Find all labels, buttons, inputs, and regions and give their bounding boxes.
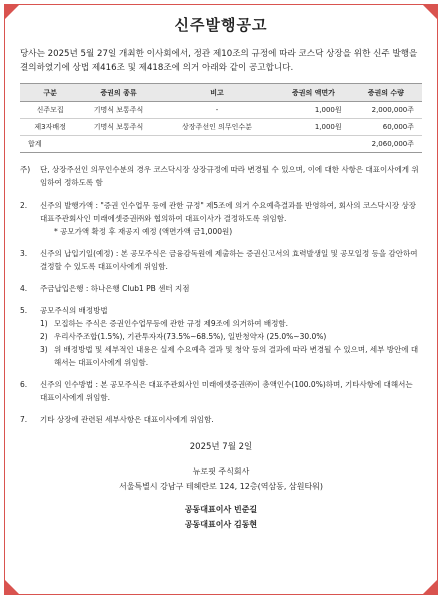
footnote-text: 단, 상장주선인 의무인수분의 경우 코스닥시장 상장규정에 따라 변경될 수 있으며, 이에 대한 사항은 대표이사에게 위임하여 정하도록 함	[40, 165, 419, 187]
total-value: 2,060,000주	[350, 136, 422, 153]
table-row	[20, 119, 422, 136]
section-number: 5.	[20, 306, 28, 315]
section-7	[20, 413, 422, 426]
footnote	[20, 163, 422, 189]
section-5	[20, 304, 422, 369]
notice-date: 2025년 7월 2일	[189, 442, 253, 452]
corner-ornament	[422, 4, 438, 20]
page-title: 신주발행공고	[174, 16, 268, 34]
table-header: 증권의 종류	[80, 84, 156, 102]
table-cell: 상장주선인 의무인수분	[157, 119, 278, 136]
section-number: 3.	[20, 249, 28, 258]
table-total-row	[20, 136, 422, 153]
table-cell: 1,000원	[277, 119, 349, 136]
section-text: 기타 상장에 관련된 세부사항은 대표이사에게 위임함.	[40, 415, 214, 424]
table-row	[20, 102, 422, 119]
ceo-name: 공동대표이사 김동현	[184, 520, 258, 529]
section-text: 주금납입은행 : 하나은행 Club1 PB 센터 지점	[40, 284, 190, 293]
table-cell: 신주모집	[20, 102, 80, 119]
section-number: 6.	[20, 380, 28, 389]
section-number: 4.	[20, 284, 28, 293]
table-cell: -	[157, 102, 278, 119]
section-number: 2.	[20, 201, 28, 210]
list-item-number: 2)	[40, 332, 48, 341]
list-item-text: 위 배정방법 및 세부적인 내용은 실제 수요예측 결과 및 청약 등의 결과에 따라 변경될 수 있으며, 세부 방안에 대해서는 대표이사에게 위임함.	[54, 345, 419, 367]
notice-content	[20, 14, 422, 532]
section-text: 신주의 인수방법 : 본 공모주식은 대표주관회사인 미래에셋증권㈜이 총액인수(100.0%)하며, 기타사항에 대해서는 대표이사에게 위임함.	[40, 380, 413, 402]
company-name: 뉴로핏 주식회사	[192, 467, 250, 476]
list-item	[40, 317, 422, 330]
table-header-row	[20, 84, 422, 102]
list-item-number: 3)	[40, 345, 48, 354]
section-extra: * 공모가액 확정 후 재공지 예정 (액면가액 금1,000원)	[54, 227, 233, 236]
section-number: 7.	[20, 415, 28, 424]
share-table	[20, 83, 422, 153]
list-item-text: 우리사주조합(1.5%), 기관투자자(73.5%~68.5%), 일반청약자 (25.0%~30.0%)	[54, 332, 327, 341]
table-cell: 기명식 보통주식	[80, 119, 156, 136]
footnote-label: 주)	[20, 165, 31, 174]
table-header: 비고	[157, 84, 278, 102]
table-cell: 제3자배정	[20, 119, 80, 136]
section-text: 신주의 발행가액 : "증권 인수업무 등에 관한 규정" 제5조에 의거 수요예측결과를 반영하여, 회사의 코스닥시장 상장 대표주관회사인 미래에셋증권㈜와 협의하여 대표이사가 결정하도록 위임함.	[40, 201, 416, 223]
intro-paragraph: 당사는 2025년 5월 27일 개최한 이사회에서, 정관 제10조의 규정에 따라 코스닥 상장을 위한 신주 발행을 결의하였기에 상법 제416조 및 제418조에 의거 아래와 같이 공고합니다.	[20, 49, 418, 73]
table-header: 증권의 수량	[350, 84, 422, 102]
table-cell: 60,000주	[350, 119, 422, 136]
section-2	[20, 199, 422, 238]
company-address: 서울특별시 강남구 테헤란로 124, 12층(역삼동, 삼원타워)	[118, 482, 324, 491]
corner-ornament	[4, 4, 20, 20]
list-item-text: 모집하는 주식은 증권인수업무등에 관한 규정 제9조에 의거하여 배정함.	[54, 319, 288, 328]
list-item	[40, 343, 422, 369]
table-header: 증권의 액면가	[277, 84, 349, 102]
list-item-number: 1)	[40, 319, 48, 328]
corner-ornament	[422, 579, 438, 595]
ceo-name: 공동대표이사 빈준길	[184, 505, 258, 514]
total-label: 합계	[20, 136, 350, 153]
table-cell: 기명식 보통주식	[80, 102, 156, 119]
section-3	[20, 247, 422, 273]
section-6	[20, 378, 422, 404]
section-text: 공모주식의 배정방법	[40, 306, 108, 315]
section-4	[20, 282, 422, 295]
table-cell: 1,000원	[277, 102, 349, 119]
section-text: 신주의 납입기일(예정) : 본 공모주식은 금융감독원에 제출하는 증권신고서의 효력발생일 및 공모일정 등을 감안하여 결정할 수 있도록 대표이사에게 위임함.	[40, 249, 418, 271]
table-cell: 2,000,000주	[350, 102, 422, 119]
list-item	[40, 330, 422, 343]
corner-ornament	[4, 579, 20, 595]
table-header: 구분	[20, 84, 80, 102]
